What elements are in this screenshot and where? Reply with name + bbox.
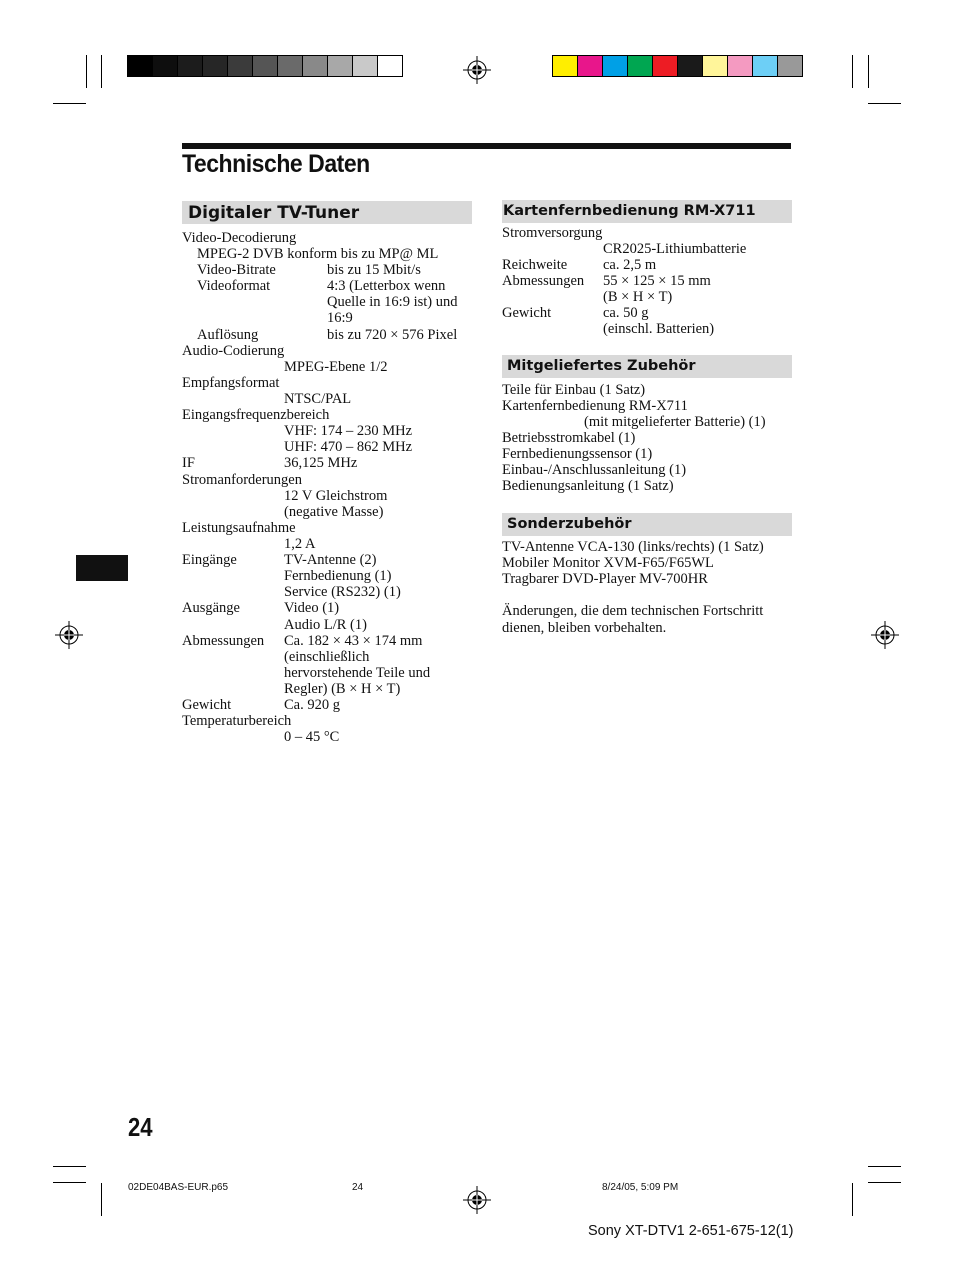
spec-value: (einschließlich [284, 649, 370, 665]
section-heading-supplied [502, 355, 792, 378]
spec-value: 16:9 [327, 310, 353, 326]
spec-value: 12 V Gleichstrom [284, 488, 388, 504]
spec-label: Audio-Codierung [182, 343, 285, 359]
spec-value: Quelle in 16:9 ist) und [327, 294, 458, 310]
color-swatch [252, 55, 278, 77]
color-swatch [352, 55, 378, 77]
notice-text: dienen, bleiben vorbehalten. [502, 620, 667, 636]
spec-value: Video (1) [284, 600, 340, 616]
spec-value: (B × H × T) [603, 289, 673, 305]
section-heading-text: Sonderzubehör [507, 516, 632, 532]
spec-value: ca. 50 g [603, 305, 649, 321]
spec-value: CR2025-Lithiumbatterie [603, 241, 747, 257]
color-swatch [227, 55, 253, 77]
page-title: Technische Daten [182, 150, 370, 178]
registration-mark-icon [463, 56, 491, 84]
color-swatch [152, 55, 178, 77]
spec-label: Abmessungen [502, 273, 585, 289]
spec-label: Eingänge [182, 552, 237, 568]
spec-value: NTSC/PAL [284, 391, 352, 407]
model-number: Sony XT-DTV1 2-651-675-12(1) [588, 1223, 794, 1239]
spec-label: Empfangsformat [182, 375, 280, 391]
spec-label: Video-Decodierung [182, 230, 297, 246]
spec-value: 0 – 45 °C [284, 729, 340, 745]
spec-value: Ca. 920 g [284, 697, 340, 713]
color-swatch [302, 55, 328, 77]
spec-label: Abmessungen [182, 633, 265, 649]
spec-label: Gewicht [182, 697, 232, 713]
list-item: Betriebsstromkabel (1) [502, 430, 636, 446]
spec-value: Ca. 182 × 43 × 174 mm [284, 633, 423, 649]
list-item: Kartenfernbedienung RM-X711 [502, 398, 688, 414]
section-heading-text: Kartenfernbedienung RM-X711 [503, 203, 756, 219]
color-swatch [277, 55, 303, 77]
list-item: Mobiler Monitor XVM-F65/F65WL [502, 555, 714, 571]
list-item: Teile für Einbau (1 Satz) [502, 382, 646, 398]
list-item: Bedienungsanleitung (1 Satz) [502, 478, 674, 494]
color-swatch [552, 55, 578, 77]
spec-label: Auflösung [197, 327, 259, 343]
spec-label: Stromversorgung [502, 225, 603, 241]
spec-label: Video-Bitrate [197, 262, 276, 278]
section-heading-optional [502, 513, 792, 536]
spec-value: Service (RS232) (1) [284, 584, 401, 600]
spec-value: VHF: 174 – 230 MHz [284, 423, 413, 439]
section-heading-remote [502, 200, 792, 223]
spec-value: UHF: 470 – 862 MHz [284, 439, 413, 455]
spec-value: 36,125 MHz [284, 455, 358, 471]
spec-label: Temperaturbereich [182, 713, 292, 729]
page-number: 24 [128, 1112, 153, 1142]
spec-value: hervorstehende Teile und [284, 665, 431, 681]
color-swatch [177, 55, 203, 77]
registration-mark-icon [871, 621, 899, 649]
notice-text: Änderungen, die dem technischen Fortschritt [502, 603, 764, 619]
color-swatch [127, 55, 153, 77]
spec-value: MPEG-2 DVB konform bis zu MP@ ML [197, 246, 439, 262]
spec-label: Leistungsaufnahme [182, 520, 296, 536]
spec-value: TV-Antenne (2) [284, 552, 377, 568]
list-item-note: (mit mitgelieferter Batterie) (1) [584, 414, 766, 430]
spec-label: Videoformat [197, 278, 271, 294]
spec-value: ca. 2,5 m [603, 257, 657, 273]
chapter-tab-marker [76, 555, 128, 581]
spec-value: Audio L/R (1) [284, 617, 367, 633]
list-item: TV-Antenne VCA-130 (links/rechts) (1 Satz) [502, 539, 764, 555]
registration-mark-icon [463, 1186, 491, 1214]
title-rule [182, 143, 791, 149]
list-item: Einbau-/Anschlussanleitung (1) [502, 462, 687, 478]
list-item: Fernbedienungssensor (1) [502, 446, 653, 462]
spec-label: IF [182, 455, 195, 471]
footer-file: 02DE04BAS-EUR.p65 [128, 1182, 229, 1193]
color-swatch [652, 55, 678, 77]
spec-value: 1,2 A [284, 536, 316, 552]
color-swatch [577, 55, 603, 77]
spec-value: 4:3 (Letterbox wenn [327, 278, 446, 294]
color-swatch [777, 55, 803, 77]
spec-value: 55 × 125 × 15 mm [603, 273, 711, 289]
color-swatch [602, 55, 628, 77]
spec-label: Stromanforderungen [182, 472, 302, 488]
color-swatch [327, 55, 353, 77]
spec-value: bis zu 15 Mbit/s [327, 262, 421, 278]
spec-label: Eingangsfrequenzbereich [182, 407, 330, 423]
color-swatch [702, 55, 728, 77]
section-heading-text: Mitgeliefertes Zubehör [507, 358, 696, 374]
section-heading-text: Digitaler TV-Tuner [188, 203, 360, 223]
spec-value: bis zu 720 × 576 Pixel [327, 327, 458, 343]
spec-value: Fernbedienung (1) [284, 568, 392, 584]
color-swatch [752, 55, 778, 77]
footer-date: 8/24/05, 5:09 PM [602, 1182, 679, 1193]
color-swatch [677, 55, 703, 77]
spec-value: (einschl. Batterien) [603, 321, 715, 337]
spec-label: Gewicht [502, 305, 552, 321]
color-swatch [627, 55, 653, 77]
registration-mark-icon [55, 621, 83, 649]
spec-label: Ausgänge [182, 600, 240, 616]
color-swatch [377, 55, 403, 77]
color-swatch [202, 55, 228, 77]
spec-value: (negative Masse) [284, 504, 384, 520]
spec-value: MPEG-Ebene 1/2 [284, 359, 388, 375]
spec-label: Reichweite [502, 257, 568, 273]
footer-page: 24 [352, 1182, 364, 1193]
section-heading-tuner [182, 201, 472, 224]
spec-value: Regler) (B × H × T) [284, 681, 401, 697]
list-item: Tragbarer DVD-Player MV-700HR [502, 571, 708, 587]
color-swatch [727, 55, 753, 77]
